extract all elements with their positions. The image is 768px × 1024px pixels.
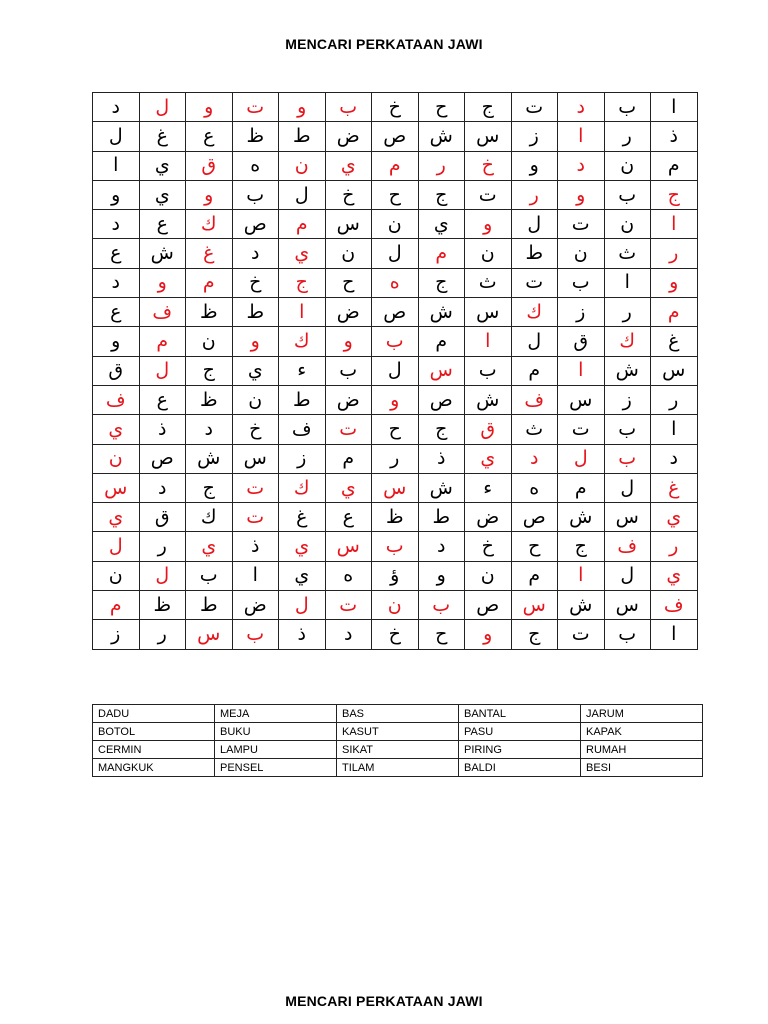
grid-cell[interactable]: ب [604, 415, 651, 444]
grid-cell[interactable]: د [93, 210, 140, 239]
grid-cell[interactable]: س [465, 122, 512, 151]
grid-cell[interactable]: ن [186, 327, 233, 356]
grid-cell[interactable]: ذ [418, 444, 465, 473]
grid-cell[interactable]: ض [325, 298, 372, 327]
grid-cell[interactable]: ت [325, 591, 372, 620]
grid-cell[interactable]: ج [418, 268, 465, 297]
grid-cell[interactable]: م [372, 151, 419, 180]
grid-cell[interactable]: و [93, 180, 140, 209]
grid-cell[interactable]: ي [93, 415, 140, 444]
grid-cell[interactable]: ش [465, 385, 512, 414]
grid-cell[interactable]: م [186, 268, 233, 297]
word-list-item: MEJA [215, 705, 337, 723]
grid-cell[interactable]: ا [651, 93, 698, 122]
grid-row [93, 239, 698, 268]
grid-cell[interactable]: ل [372, 239, 419, 268]
grid-cell[interactable]: و [465, 620, 512, 649]
grid-cell[interactable]: ص [372, 122, 419, 151]
grid-cell[interactable]: ظ [186, 298, 233, 327]
grid-cell[interactable]: ؤ [372, 561, 419, 590]
grid-cell[interactable]: د [511, 444, 558, 473]
word-list-item: TILAM [337, 759, 459, 777]
word-list-item: PIRING [459, 741, 581, 759]
grid-cell[interactable]: ش [604, 356, 651, 385]
grid-cell[interactable]: ن [325, 239, 372, 268]
word-search-grid [92, 92, 698, 650]
grid-cell[interactable]: ر [604, 122, 651, 151]
grid-cell[interactable]: ت [232, 503, 279, 532]
grid-cell[interactable]: ز [558, 298, 605, 327]
grid-cell[interactable]: ر [139, 532, 186, 561]
grid-cell[interactable]: ك [186, 210, 233, 239]
word-list-item: LAMPU [215, 741, 337, 759]
grid-cell[interactable]: م [139, 327, 186, 356]
grid-cell[interactable]: ا [93, 151, 140, 180]
grid-cell[interactable]: غ [651, 473, 698, 502]
grid-cell[interactable]: ن [93, 444, 140, 473]
grid-cell[interactable]: ح [372, 180, 419, 209]
grid-cell[interactable]: ش [558, 591, 605, 620]
grid-cell[interactable]: د [418, 532, 465, 561]
grid-cell[interactable]: ص [418, 385, 465, 414]
grid-cell[interactable]: د [558, 93, 605, 122]
grid-cell[interactable]: ي [93, 503, 140, 532]
grid-cell[interactable]: ج [279, 268, 326, 297]
grid-cell[interactable]: ي [418, 210, 465, 239]
grid-cell[interactable]: ب [186, 561, 233, 590]
word-list-row [93, 723, 703, 741]
grid-cell[interactable]: ن [465, 239, 512, 268]
grid-row [93, 122, 698, 151]
grid-cell[interactable]: ن [604, 210, 651, 239]
grid-cell[interactable]: ل [279, 591, 326, 620]
word-list-item: BESI [581, 759, 703, 777]
grid-cell[interactable]: ب [604, 180, 651, 209]
grid-cell[interactable]: ز [511, 122, 558, 151]
grid-cell[interactable]: ض [232, 591, 279, 620]
grid-cell[interactable]: ذ [139, 415, 186, 444]
grid-row [93, 180, 698, 209]
grid-cell[interactable]: ي [279, 561, 326, 590]
grid-cell[interactable]: ط [511, 239, 558, 268]
grid-cell[interactable]: س [232, 444, 279, 473]
grid-cell[interactable]: س [511, 591, 558, 620]
grid-cell[interactable]: ص [465, 591, 512, 620]
word-list-item: RUMAH [581, 741, 703, 759]
grid-cell[interactable]: ر [651, 239, 698, 268]
grid-cell[interactable]: ز [279, 444, 326, 473]
grid-cell[interactable]: ق [139, 503, 186, 532]
grid-cell[interactable]: ق [465, 415, 512, 444]
grid-cell[interactable]: ق [558, 327, 605, 356]
grid-cell[interactable]: و [93, 327, 140, 356]
grid-cell[interactable]: ج [186, 473, 233, 502]
grid-cell[interactable]: م [418, 327, 465, 356]
grid-cell[interactable]: ص [511, 503, 558, 532]
grid-cell[interactable]: س [418, 356, 465, 385]
grid-row [93, 415, 698, 444]
grid-cell[interactable]: م [511, 561, 558, 590]
grid-cell[interactable]: ف [93, 385, 140, 414]
grid-cell[interactable]: ل [511, 210, 558, 239]
grid-cell[interactable]: ي [186, 532, 233, 561]
grid-cell[interactable]: ت [232, 473, 279, 502]
grid-cell[interactable]: ب [232, 180, 279, 209]
grid-cell[interactable]: ع [139, 210, 186, 239]
word-list-row [93, 705, 703, 723]
grid-cell[interactable]: ا [558, 356, 605, 385]
grid-cell[interactable]: ل [139, 561, 186, 590]
grid-cell[interactable]: ط [279, 385, 326, 414]
grid-cell[interactable]: ع [93, 298, 140, 327]
grid-cell[interactable]: د [93, 268, 140, 297]
grid-row [93, 561, 698, 590]
grid-cell[interactable]: ق [186, 151, 233, 180]
grid-cell[interactable]: ت [465, 180, 512, 209]
grid-cell[interactable]: ف [511, 385, 558, 414]
grid-cell[interactable]: ل [372, 356, 419, 385]
grid-cell[interactable]: س [604, 503, 651, 532]
grid-row [93, 298, 698, 327]
grid-cell[interactable]: ي [325, 151, 372, 180]
grid-cell[interactable]: ع [93, 239, 140, 268]
grid-cell[interactable]: ن [465, 561, 512, 590]
grid-cell[interactable]: س [372, 473, 419, 502]
grid-cell[interactable]: د [558, 151, 605, 180]
grid-cell[interactable]: م [93, 591, 140, 620]
grid-cell[interactable]: ب [558, 268, 605, 297]
grid-cell[interactable]: ص [232, 210, 279, 239]
grid-cell[interactable]: ج [418, 180, 465, 209]
grid-cell[interactable]: خ [372, 93, 419, 122]
grid-cell[interactable]: ظ [139, 591, 186, 620]
grid-cell[interactable]: ب [418, 591, 465, 620]
grid-cell[interactable]: ط [186, 591, 233, 620]
word-list-item: BUKU [215, 723, 337, 741]
grid-cell[interactable]: ي [651, 503, 698, 532]
grid-cell[interactable]: ن [279, 151, 326, 180]
word-list-item: KAPAK [581, 723, 703, 741]
grid-cell[interactable]: د [139, 473, 186, 502]
grid-row [93, 93, 698, 122]
grid-cell[interactable]: و [418, 561, 465, 590]
grid-cell[interactable]: د [651, 444, 698, 473]
grid-cell[interactable]: ذ [651, 122, 698, 151]
grid-cell[interactable]: س [465, 298, 512, 327]
grid-cell[interactable]: س [186, 620, 233, 649]
grid-cell[interactable]: ا [604, 268, 651, 297]
grid-row [93, 620, 698, 649]
grid-cell[interactable]: ث [465, 268, 512, 297]
grid-cell[interactable]: ء [465, 473, 512, 502]
grid-cell[interactable]: و [186, 180, 233, 209]
word-list-item: BANTAL [459, 705, 581, 723]
grid-cell[interactable]: س [604, 591, 651, 620]
grid-cell[interactable]: س [558, 385, 605, 414]
grid-cell[interactable]: ش [139, 239, 186, 268]
grid-row [93, 532, 698, 561]
grid-cell[interactable]: خ [232, 415, 279, 444]
grid-cell[interactable]: ج [558, 532, 605, 561]
grid-cell[interactable]: ب [604, 93, 651, 122]
grid-cell[interactable]: ا [651, 620, 698, 649]
grid-cell[interactable]: ب [325, 356, 372, 385]
page-title: MENCARI PERKATAAN JAWI [285, 36, 483, 52]
grid-cell[interactable]: ز [93, 620, 140, 649]
grid-cell[interactable]: م [325, 444, 372, 473]
grid-cell[interactable]: ب [372, 532, 419, 561]
grid-cell[interactable]: ز [604, 385, 651, 414]
grid-cell[interactable]: ن [372, 591, 419, 620]
grid-cell[interactable]: م [651, 151, 698, 180]
grid-cell[interactable]: ء [279, 356, 326, 385]
grid-cell[interactable]: ي [279, 532, 326, 561]
grid-cell[interactable]: ك [186, 503, 233, 532]
grid-cell[interactable]: ي [139, 180, 186, 209]
grid-cell[interactable]: ا [232, 561, 279, 590]
grid-cell[interactable]: ت [325, 415, 372, 444]
grid-cell[interactable]: ه [372, 268, 419, 297]
grid-cell[interactable]: ا [279, 298, 326, 327]
grid-cell[interactable]: و [279, 93, 326, 122]
grid-cell[interactable]: خ [232, 268, 279, 297]
grid-row [93, 327, 698, 356]
word-list-item: BAS [337, 705, 459, 723]
grid-cell[interactable]: ر [651, 385, 698, 414]
grid-cell[interactable]: و [186, 93, 233, 122]
grid-cell[interactable]: ت [511, 93, 558, 122]
grid-cell[interactable]: ح [511, 532, 558, 561]
grid-cell[interactable]: ر [604, 298, 651, 327]
grid-cell[interactable]: ض [465, 503, 512, 532]
grid-cell[interactable]: ف [651, 591, 698, 620]
grid-row [93, 268, 698, 297]
grid-cell[interactable]: ا [558, 122, 605, 151]
word-list-item: BOTOL [93, 723, 215, 741]
grid-cell[interactable]: س [651, 356, 698, 385]
word-list-item: DADU [93, 705, 215, 723]
grid-cell[interactable]: ظ [186, 385, 233, 414]
grid-cell[interactable]: و [139, 268, 186, 297]
grid-row [93, 503, 698, 532]
grid-cell[interactable]: ك [279, 327, 326, 356]
word-list-item: SIKAT [337, 741, 459, 759]
grid-cell[interactable]: ج [418, 415, 465, 444]
page-footer-title: MENCARI PERKATAAN JAWI [285, 993, 483, 1009]
grid-cell[interactable]: ع [186, 122, 233, 151]
grid-cell[interactable]: ي [279, 239, 326, 268]
grid-cell[interactable]: ن [604, 151, 651, 180]
grid-cell[interactable]: ط [279, 122, 326, 151]
grid-cell[interactable]: ع [325, 503, 372, 532]
grid-cell[interactable]: ن [232, 385, 279, 414]
grid-row [93, 591, 698, 620]
grid-cell[interactable]: ر [372, 444, 419, 473]
grid-cell[interactable]: م [558, 473, 605, 502]
grid-cell[interactable]: س [325, 210, 372, 239]
grid-cell[interactable]: د [93, 93, 140, 122]
grid-cell[interactable]: د [186, 415, 233, 444]
grid-cell[interactable]: ل [279, 180, 326, 209]
grid-cell[interactable]: ط [418, 503, 465, 532]
grid-cell[interactable]: م [511, 356, 558, 385]
word-list-item: KASUT [337, 723, 459, 741]
grid-cell[interactable]: ت [232, 93, 279, 122]
grid-cell[interactable]: ر [418, 151, 465, 180]
grid-cell[interactable]: ك [604, 327, 651, 356]
grid-cell[interactable]: و [465, 210, 512, 239]
grid-cell[interactable]: ب [232, 620, 279, 649]
grid-cell[interactable]: ب [325, 93, 372, 122]
grid-cell[interactable]: ا [651, 210, 698, 239]
grid-cell[interactable]: ف [139, 298, 186, 327]
grid-cell[interactable]: ش [418, 122, 465, 151]
grid-cell[interactable]: ض [325, 385, 372, 414]
grid-cell[interactable]: ب [604, 620, 651, 649]
grid-cell[interactable]: خ [465, 151, 512, 180]
grid-cell[interactable]: خ [325, 180, 372, 209]
grid-cell[interactable]: ل [558, 444, 605, 473]
grid-cell[interactable]: و [372, 385, 419, 414]
grid-cell[interactable]: ي [465, 444, 512, 473]
grid-cell[interactable]: ت [558, 620, 605, 649]
grid-row [93, 151, 698, 180]
grid-cell[interactable]: و [232, 327, 279, 356]
grid-cell[interactable]: ه [511, 473, 558, 502]
grid-cell[interactable]: ي [325, 473, 372, 502]
word-list-table [92, 704, 703, 777]
grid-cell[interactable]: ج [465, 93, 512, 122]
grid-cell[interactable]: ظ [372, 503, 419, 532]
grid-cell[interactable]: ت [558, 210, 605, 239]
word-list-item: JARUM [581, 705, 703, 723]
grid-cell[interactable]: ه [232, 151, 279, 180]
grid-cell[interactable]: ق [93, 356, 140, 385]
grid-cell[interactable]: ب [465, 356, 512, 385]
grid-cell[interactable]: ب [604, 444, 651, 473]
grid-cell[interactable]: غ [139, 122, 186, 151]
grid-cell[interactable]: ب [372, 327, 419, 356]
word-list-item: PENSEL [215, 759, 337, 777]
grid-cell[interactable]: ص [139, 444, 186, 473]
grid-cell[interactable]: ط [232, 298, 279, 327]
grid-row [93, 210, 698, 239]
grid-row [93, 444, 698, 473]
grid-cell[interactable]: ج [651, 180, 698, 209]
grid-cell[interactable]: ه [325, 561, 372, 590]
grid-cell[interactable]: م [418, 239, 465, 268]
grid-cell[interactable]: ل [93, 122, 140, 151]
word-list-item: PASU [459, 723, 581, 741]
grid-cell[interactable]: ي [651, 561, 698, 590]
grid-cell[interactable]: ر [511, 180, 558, 209]
grid-cell[interactable]: خ [372, 620, 419, 649]
grid-cell[interactable]: ظ [232, 122, 279, 151]
grid-cell[interactable]: ش [186, 444, 233, 473]
grid-cell[interactable]: س [93, 473, 140, 502]
grid-cell[interactable]: ن [372, 210, 419, 239]
grid-cell[interactable]: ل [93, 532, 140, 561]
grid-cell[interactable]: ل [604, 473, 651, 502]
grid-cell[interactable]: ض [325, 122, 372, 151]
grid-cell[interactable]: و [651, 268, 698, 297]
grid-cell[interactable]: ل [604, 561, 651, 590]
grid-cell[interactable]: ف [279, 415, 326, 444]
grid-cell[interactable]: ن [93, 561, 140, 590]
grid-cell[interactable]: ح [418, 620, 465, 649]
grid-cell[interactable]: غ [279, 503, 326, 532]
word-list-item: MANGKUK [93, 759, 215, 777]
grid-cell[interactable]: م [651, 298, 698, 327]
grid-cell[interactable]: ا [465, 327, 512, 356]
grid-cell[interactable]: ر [139, 620, 186, 649]
word-list-row [93, 759, 703, 777]
grid-cell[interactable]: ي [232, 356, 279, 385]
grid-cell[interactable]: ا [651, 415, 698, 444]
grid-cell[interactable]: ذ [232, 532, 279, 561]
grid-cell[interactable]: و [511, 151, 558, 180]
grid-row [93, 473, 698, 502]
grid-cell[interactable]: ل [139, 356, 186, 385]
grid-cell[interactable]: ش [558, 503, 605, 532]
grid-cell[interactable]: ك [511, 298, 558, 327]
word-list-item: BALDI [459, 759, 581, 777]
grid-cell[interactable]: ج [511, 620, 558, 649]
grid-cell[interactable]: ف [604, 532, 651, 561]
grid-cell[interactable]: غ [651, 327, 698, 356]
grid-cell[interactable]: ث [604, 239, 651, 268]
grid-cell[interactable]: ش [418, 298, 465, 327]
grid-cell[interactable]: د [232, 239, 279, 268]
grid-cell[interactable]: ل [511, 327, 558, 356]
grid-cell[interactable]: ت [511, 268, 558, 297]
grid-cell[interactable]: د [325, 620, 372, 649]
grid-cell[interactable]: ج [186, 356, 233, 385]
grid-cell[interactable]: ك [279, 473, 326, 502]
word-list-item: CERMIN [93, 741, 215, 759]
grid-cell[interactable]: و [558, 180, 605, 209]
grid-cell[interactable]: ح [325, 268, 372, 297]
grid-cell[interactable]: ت [558, 415, 605, 444]
grid-cell[interactable]: و [325, 327, 372, 356]
word-list-row [93, 741, 703, 759]
grid-cell[interactable]: ر [651, 532, 698, 561]
grid-cell[interactable]: ن [558, 239, 605, 268]
grid-cell[interactable]: ع [139, 385, 186, 414]
grid-cell[interactable]: غ [186, 239, 233, 268]
grid-cell[interactable]: س [325, 532, 372, 561]
grid-cell[interactable]: ح [418, 93, 465, 122]
grid-cell[interactable]: ل [139, 93, 186, 122]
grid-cell[interactable]: ش [418, 473, 465, 502]
grid-cell[interactable]: ث [511, 415, 558, 444]
grid-cell[interactable]: ي [139, 151, 186, 180]
grid-cell[interactable]: ا [558, 561, 605, 590]
grid-cell[interactable]: خ [465, 532, 512, 561]
grid-cell[interactable]: ص [372, 298, 419, 327]
grid-cell[interactable]: م [279, 210, 326, 239]
grid-row [93, 385, 698, 414]
grid-row [93, 356, 698, 385]
grid-cell[interactable]: ذ [279, 620, 326, 649]
grid-cell[interactable]: ح [372, 415, 419, 444]
